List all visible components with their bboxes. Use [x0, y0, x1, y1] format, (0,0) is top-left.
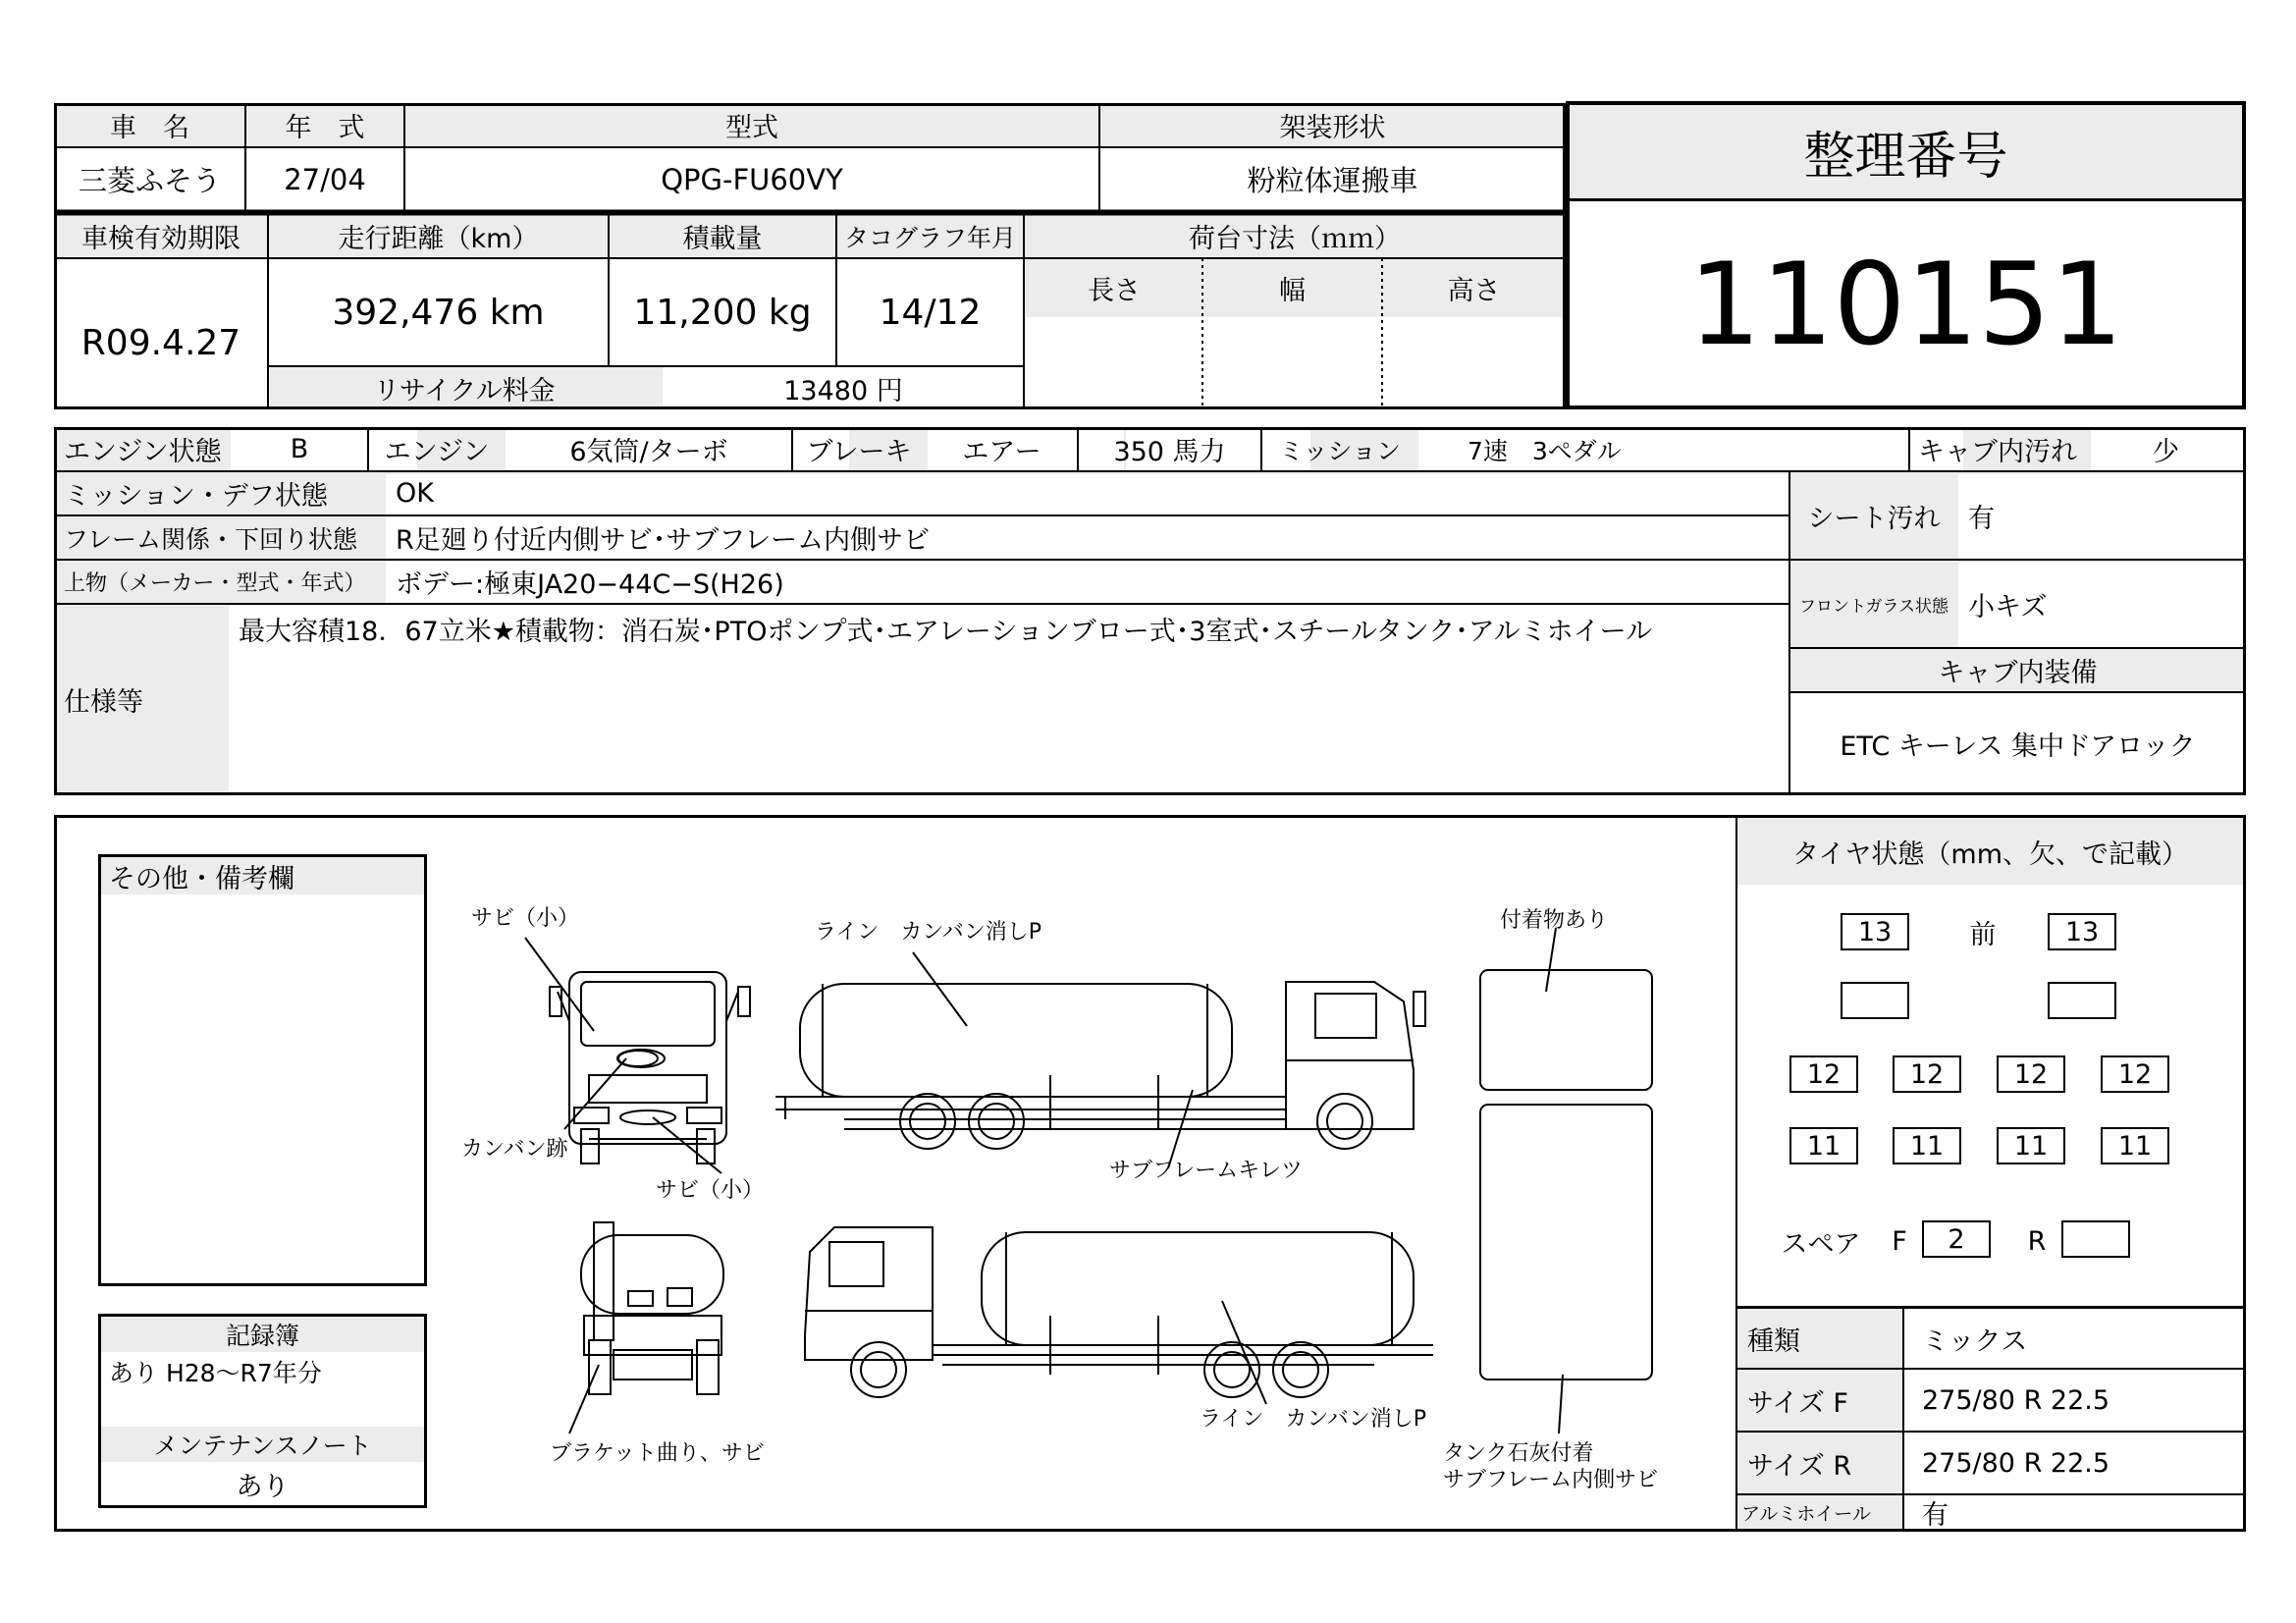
windshield: 小キズ [1968, 591, 2048, 622]
cargo-dimensions-label: 荷台寸法（ｍｍ） [1189, 224, 1401, 254]
cab-dirt-label: キャブ内汚れ [1918, 437, 2077, 467]
inspection-date: R09.4.27 [80, 322, 241, 363]
annotation-line-sign-1: ライン カンバン消しP [815, 920, 1042, 945]
tire-size-f: 275/80 R 22.5 [1904, 1370, 2243, 1433]
tire-rear1-4: 12 [2101, 1055, 2169, 1093]
front-label: 前 [1969, 919, 1997, 950]
brake-label: ブレーキ [806, 437, 912, 467]
spare-r-value [2061, 1220, 2130, 1258]
cab-equipment-label: キャブ内装備 [1938, 658, 2098, 688]
annotation-sign-mark: カンバン跡 [461, 1137, 568, 1162]
car-name: 三菱ふそう [78, 164, 221, 197]
tire-type-label: 種類 [1737, 1309, 1904, 1370]
height-label: 高さ [1447, 275, 1501, 306]
record-value: あり H28～R7年分 [109, 1359, 322, 1387]
spare-f-value: 2 [1922, 1220, 1991, 1258]
reference-number-box [1566, 101, 2246, 409]
annotation-line-sign-2: ライン カンバン消しP [1200, 1407, 1427, 1432]
spare-f-label: F [1892, 1225, 1907, 1257]
inspection-label: 車検有効期限 [81, 224, 240, 254]
tire-info-table [1737, 1306, 2243, 1529]
tire-size-r-label: サイズ R [1737, 1433, 1904, 1495]
model: QPG-FU60VY [661, 162, 843, 196]
tire-rear2-4: 11 [2101, 1127, 2169, 1164]
reference-number: 110151 [1688, 238, 2123, 371]
year: 27/04 [284, 162, 366, 196]
tire-rear2-1: 11 [1789, 1127, 1858, 1164]
tire-front-left-2 [1841, 982, 1909, 1019]
tire-rear1-1: 12 [1789, 1055, 1858, 1093]
tire-front-right-2 [2048, 982, 2116, 1019]
remarks-box [98, 854, 427, 1286]
engine: 6気筒/ターボ [569, 437, 728, 467]
frame: R足廻り付近内側サビ･サブフレーム内側サビ [396, 525, 931, 556]
tire-size-r: 275/80 R 22.5 [1904, 1433, 2243, 1495]
mission-diff: OK [396, 478, 434, 509]
maintenance-value: あり [236, 1471, 290, 1502]
body-maker: ボデー:極東JA20−44C−S(H26) [396, 569, 784, 600]
body-type-label: 架装形状 [1279, 113, 1386, 143]
mission: 7速 3ペダル [1468, 436, 1622, 465]
load-capacity: 11,200 kg [633, 292, 812, 333]
annotation-subframe-rust: サブフレーム内側サビ [1443, 1468, 1659, 1492]
engine-state: B [290, 434, 309, 464]
horsepower: 350 馬力 [1113, 437, 1226, 467]
tire-front-right: 13 [2048, 913, 2116, 950]
model-label: 型式 [725, 113, 778, 143]
load-label: 積載量 [682, 224, 763, 254]
tire-front-left: 13 [1841, 913, 1909, 950]
length-label: 長さ [1088, 275, 1141, 306]
annotation-subframe-crack: サブフレームキレツ [1109, 1159, 1303, 1183]
brake: エアー [962, 437, 1041, 467]
cab-dirt: 少 [2153, 437, 2179, 467]
reference-number-label: 整理番号 [1570, 105, 2242, 201]
seat-dirt: 有 [1968, 503, 1995, 534]
aluminum-wheel-label: アルミホイール [1737, 1495, 1904, 1529]
record-label: 記録簿 [101, 1317, 424, 1352]
annotation-bracket: ブラケット曲り、サビ [550, 1441, 765, 1466]
tire-rear1-3: 12 [1997, 1055, 2065, 1093]
mission-label: ミッション [1278, 436, 1401, 465]
body-maker-label: 上物（メーカー・型式・年式） [64, 571, 366, 596]
record-box [98, 1314, 427, 1508]
car-name-label: 車 名 [110, 113, 189, 143]
tire-rear1-2: 12 [1893, 1055, 1961, 1093]
spec-label: 仕様等 [64, 687, 143, 718]
mileage-label: 走行距離（km） [338, 224, 539, 254]
tire-title: タイヤ状態（mm、欠、で記載） [1737, 818, 2243, 885]
body-type: 粉粒体運搬車 [1247, 164, 1418, 197]
mileage: 392,476 km [332, 292, 545, 333]
vehicle-summary-table [54, 103, 1566, 409]
aluminum-wheel: 有 [1922, 1499, 1949, 1531]
recycle-fee: 13480 円 [783, 375, 903, 406]
recycle-label: リサイクル料金 [373, 375, 556, 406]
tacho-date: 14/12 [879, 292, 982, 333]
mission-diff-label: ミッション・デフ状態 [64, 481, 328, 512]
width-label: 幅 [1279, 275, 1306, 306]
cab-equipment: ETC キーレス 集中ドアロック [1840, 731, 2196, 762]
tire-rear2-2: 11 [1893, 1127, 1961, 1164]
tire-size-f-label: サイズ F [1737, 1370, 1904, 1433]
seat-dirt-label: シート汚れ [1807, 503, 1941, 534]
spare-r-label: R [2027, 1225, 2047, 1257]
tire-panel [1735, 815, 2246, 1532]
spec-text: 最大容積18．67立米★積載物：消石炭･PTOポンプ式･エアレーションブロー式･3室式･スチールタンク･アルミホイール [239, 617, 1653, 647]
specification-table [54, 427, 2246, 795]
tire-type: ミックス [1904, 1309, 2243, 1370]
spare-label: スペア [1781, 1228, 1861, 1260]
annotation-rust-small-1: サビ（小） [471, 906, 580, 931]
engine-label: エンジン [384, 437, 490, 467]
maintenance-label: メンテナンスノート [101, 1427, 424, 1462]
frame-label: フレーム関係・下回り状態 [64, 524, 358, 554]
annotation-tank-lime: タンク石灰付着 [1443, 1441, 1594, 1466]
annotation-rust-small-2: サビ（小） [656, 1178, 765, 1203]
year-label: 年 式 [285, 113, 365, 143]
annotation-deposit: 付着物あり [1500, 908, 1609, 933]
windshield-label: フロントガラス状態 [1799, 596, 1949, 617]
remarks-label: その他・備考欄 [101, 857, 424, 894]
engine-state-label: エンジン状態 [64, 437, 222, 467]
tacho-label: タコグラフ年月 [843, 223, 1016, 252]
tire-rear2-3: 11 [1997, 1127, 2065, 1164]
